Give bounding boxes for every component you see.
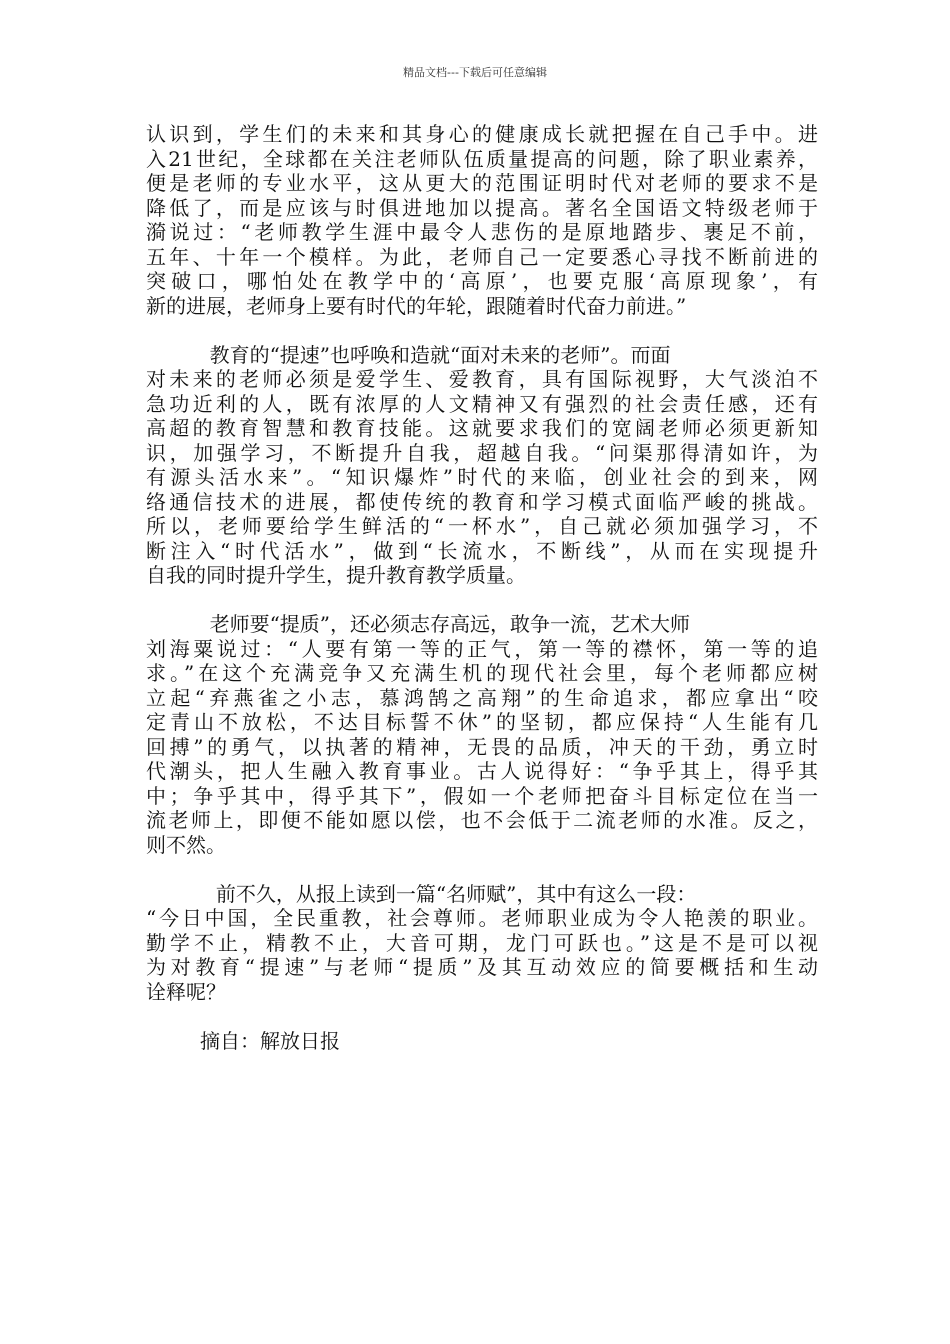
text-line: 降低了，而是应该与时俱进地加以提高。著名全国语文特级老师于 bbox=[146, 195, 818, 220]
paragraph-3 bbox=[146, 612, 818, 857]
text-line: 中；争乎其中，得乎其下”，假如一个老师把奋斗目标定位在当一 bbox=[146, 783, 818, 808]
text-line: 识，加强学习，不断提升自我，超越自我。“问渠那得清如许，为 bbox=[146, 440, 818, 465]
text-line: 断注入“时代活水”，做到“长流水，不断线”，从而在实现提升 bbox=[146, 538, 818, 563]
text-line: 教育的“提速”也呼唤和造就“面对未来的老师”。而面 bbox=[146, 342, 671, 367]
text-line: 入21世纪，全球都在关注老师队伍质量提高的问题，除了职业素养， bbox=[146, 146, 818, 171]
paragraph-1 bbox=[146, 122, 818, 318]
text-line: 定青山不放松，不达目标誓不休”的坚韧，都应保持“人生能有几 bbox=[146, 710, 818, 734]
text-line: 流老师上，即便不能如愿以偿，也不会低于二流老师的水准。反之， bbox=[146, 808, 818, 832]
text-line: 前不久，从报上读到一篇“名师赋”，其中有这么一段： bbox=[146, 881, 697, 906]
text-line: 立起“弃燕雀之小志，慕鸿鹄之高翔”的生命追求，都应拿出“咬 bbox=[146, 685, 818, 710]
paragraph-gap bbox=[146, 857, 818, 882]
text-line: 高超的教育智慧和教育技能。这就要求我们的宽阔老师必须更新知 bbox=[146, 416, 818, 440]
source-attribution: 摘自：解放日报 bbox=[200, 1028, 340, 1053]
text-line: 为对教育“提速”与老师“提质”及其互动效应的简要概括和生动 bbox=[146, 955, 818, 979]
text-line: 诠释呢？ bbox=[146, 979, 226, 1004]
text-line: 自我的同时提升学生，提升教育教学质量。 bbox=[146, 563, 526, 587]
text-line: 认识到，学生们的未来和其身心的健康成长就把握在自己手中。进 bbox=[146, 122, 818, 146]
paragraph-gap bbox=[146, 1004, 818, 1029]
text-line: 急功近利的人，既有浓厚的人文精神又有强烈的社会责任感，还有 bbox=[146, 391, 818, 416]
paragraph-gap bbox=[146, 318, 818, 343]
paragraph-4 bbox=[146, 882, 818, 1005]
text-line: 五年、十年一个模样。为此，老师自己一定要悉心寻找不断前进的 bbox=[146, 244, 818, 269]
text-line: 求。”在这个充满竞争又充满生机的现代社会里，每个老师都应树 bbox=[146, 661, 818, 685]
text-line: 刘海粟说过：“人要有第一等的正气，第一等的襟怀，第一等的追 bbox=[146, 636, 818, 661]
text-line: 回搏”的勇气，以执著的精神，无畏的品质，冲天的干劲，勇立时 bbox=[146, 734, 818, 759]
text-line: 则不然。 bbox=[146, 832, 226, 857]
text-line: 对未来的老师必须是爱学生、爱教育，具有国际视野，大气淡泊不 bbox=[146, 367, 818, 391]
text-line: 有源头活水来”。“知识爆炸”时代的来临，创业社会的到来，网 bbox=[146, 465, 818, 489]
text-line: 代潮头，把人生融入教育事业。古人说得好：“争乎其上，得乎其 bbox=[146, 759, 818, 783]
text-line: 漪说过：“老师教学生涯中最令人悲伤的是原地踏步、裹足不前， bbox=[146, 220, 818, 244]
document-body bbox=[146, 122, 818, 1053]
paragraph-gap bbox=[146, 588, 818, 613]
text-line: 便是老师的专业水平，这从更大的范围证明时代对老师的要求不是 bbox=[146, 171, 818, 195]
text-line: “今日中国，全民重教，社会尊师。老师职业成为令人艳羡的职业。 bbox=[146, 906, 818, 930]
text-line: 老师要“提质”，还必须志存高远，敢争一流，艺术大师 bbox=[146, 612, 691, 636]
text-line: 络通信技术的进展，都使传统的教育和学习模式面临严峻的挑战。 bbox=[146, 489, 818, 514]
text-line: 突破口，哪怕处在教学中的‘高原’，也要克服‘高原现象’，有 bbox=[146, 269, 818, 293]
text-line: 新的进展，老师身上要有时代的年轮，跟随着时代奋力前进。” bbox=[146, 293, 687, 318]
text-line: 勤学不止，精教不止，大音可期，龙门可跃也。”这是不是可以视 bbox=[146, 930, 818, 955]
text-line: 所以，老师要给学生鲜活的“一杯水”，自己就必须加强学习，不 bbox=[146, 514, 818, 538]
paragraph-2 bbox=[146, 343, 818, 588]
page-header: 精品文档---下载后可任意编辑 bbox=[403, 66, 547, 79]
